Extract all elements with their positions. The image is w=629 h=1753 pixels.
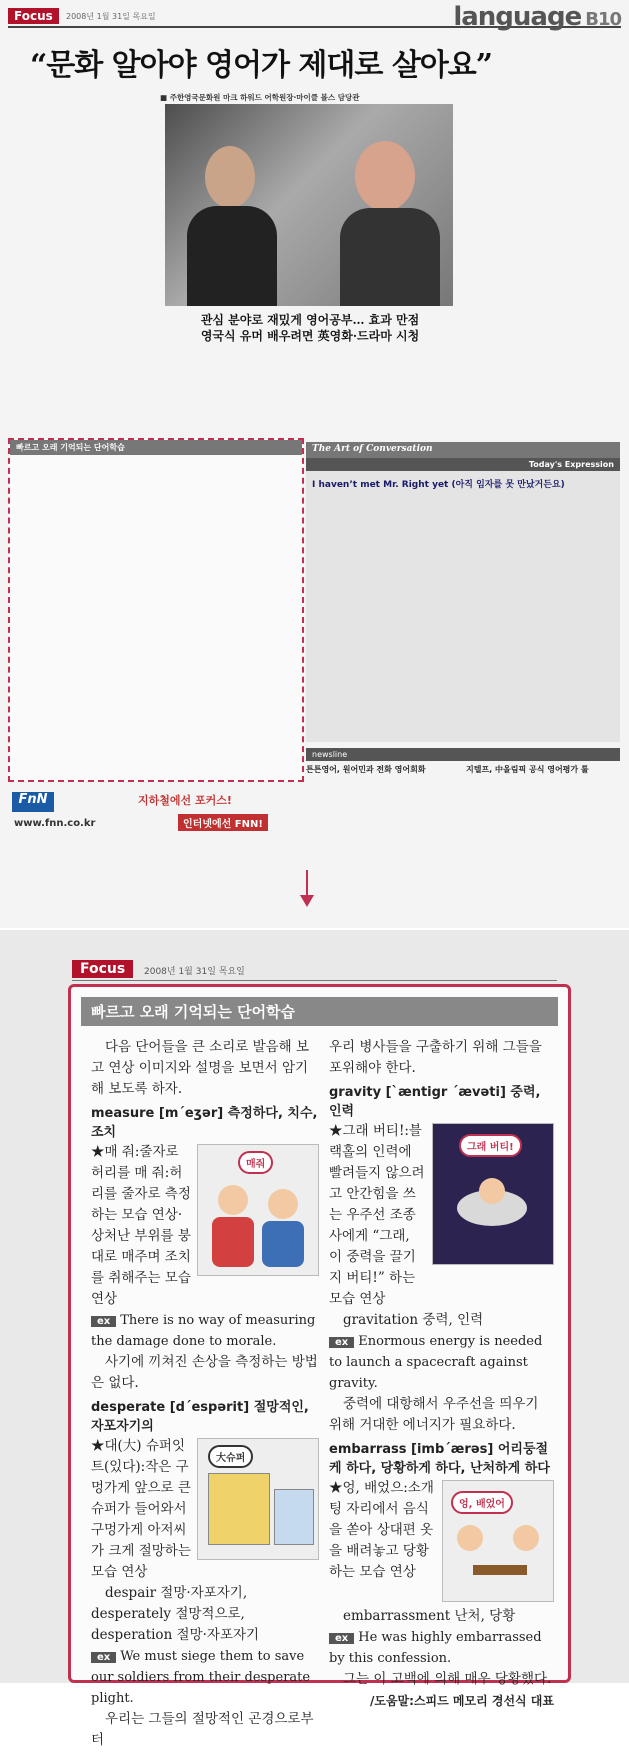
bubble-gravity: 그래 버티! <box>459 1134 522 1157</box>
desperate-illustration <box>197 1438 319 1560</box>
desperate-example-ko-cont: 우리 병사들을 구출하기 위해 그들을 포위해야 한다. <box>329 1039 542 1076</box>
measure-example-ko: 사기에 끼쳐진 손상을 측정하는 방법은 없다. <box>91 1354 318 1391</box>
word-desperate-desc: ★대(大) 슈퍼잇 트(있다):작은 구멍가게 앞으로 큰 슈퍼가 들어와서 구멍가게 아저씨가 크게 절망하는 모습 연상 <box>91 1438 191 1580</box>
word-embarrass-head: embarrass [imbˊærəs] 어리둥절케 하다, 당황하게 하다, 난처하게 하다 <box>329 1442 550 1476</box>
word-desperate-example <box>91 1646 319 1709</box>
art-subtitle: Today's Expression <box>306 458 620 471</box>
zoom-date: 2008년 1월 31일 목요일 <box>144 967 245 977</box>
ex-label: ex <box>329 1633 354 1644</box>
small-vocab-title: 빠르고 오래 기억되는 단어학습 <box>10 440 302 455</box>
fnn-slogan-1: 지하철에선 포커스! <box>138 794 232 807</box>
fnn-url[interactable]: www.fnn.co.kr <box>14 818 96 829</box>
word-measure-head: measure [mˊeʒər] 측정하다, 치수, 조치 <box>91 1106 318 1140</box>
person-left <box>205 146 255 208</box>
zoom-arrow-icon <box>300 895 314 907</box>
fnn-ad[interactable] <box>8 790 300 834</box>
art-title: The Art of Conversation <box>306 442 620 458</box>
woman-head <box>513 1525 539 1551</box>
left-column-text <box>8 92 158 432</box>
intro-text: 다음 단어들을 큰 소리로 발음해 보고 연상 이미지와 설명을 보면서 암기해 보도록 하자. <box>91 1039 310 1097</box>
desperate-example-en: We must siege them to save our soldiers from their desperate plight. <box>91 1649 311 1706</box>
art-question: I haven’t met Mr. Right yet (아직 임자를 못 만났거든요) <box>312 480 565 490</box>
fnn-slogan-2: 인터넷에선 FNN! <box>178 814 268 831</box>
section-title <box>453 2 621 32</box>
bubble-measure: 매줘 <box>238 1151 273 1174</box>
figure-body-1 <box>212 1217 254 1267</box>
zoom-vocab-title: 빠르고 오래 기억되는 단어학습 <box>81 997 558 1026</box>
source-credit: /도움말:스피드 메모리 경선식 대표 <box>369 1694 554 1708</box>
figure-head-2 <box>268 1189 298 1219</box>
headline: “문화 알아야 영어가 제대로 살아요” <box>30 48 493 83</box>
zoom-left-column <box>91 1037 319 1753</box>
word-gravity-note: gravitation 중력, 인력 <box>343 1312 484 1328</box>
zoom-focus-logo: Focus <box>72 960 133 978</box>
small-shop <box>274 1489 314 1545</box>
newsline <box>306 748 620 864</box>
man-head <box>457 1525 483 1551</box>
word-gravity-desc: ★그래 버티!:블랙홀의 인력에 빨려들지 않으려고 안간힘을 쓰는 우주선 조종사에게 “그래, 이 중력을 끌기지 버티!” 하는 모습 연상 <box>329 1123 425 1307</box>
measure-example-en: There is no way of measuring the damage done to morale. <box>91 1313 316 1349</box>
mart-building <box>208 1473 270 1545</box>
word-embarrass-example <box>329 1627 554 1669</box>
table <box>473 1565 527 1575</box>
page-header <box>8 2 621 32</box>
embarrass-example-ko: 그는 이 고백에 의해 매우 당황했다. <box>343 1671 552 1687</box>
word-measure-desc: ★매 줘:줄자로 허리를 매 줘:허리를 줄자로 측정하는 모습 연상·상처난 부위를 붕대로 매주며 조치를 취해주는 모습 연상 <box>91 1144 191 1307</box>
newsline-headline-1: 튼튼영어, 원어민과 전화 영어회화 <box>306 765 426 774</box>
pilot-head <box>479 1178 505 1204</box>
bubble-embarrass: 엉, 배었어 <box>451 1491 513 1514</box>
page-number: B10 <box>585 9 621 30</box>
newsline-headline-2: 지텔프, 中올림픽 공식 영어평가 툴 <box>466 765 589 774</box>
figure-body-2 <box>262 1221 304 1267</box>
subheadline <box>165 312 455 344</box>
zoom-vocab-box <box>68 984 571 1748</box>
page-date: 2008년 1월 31일 목요일 <box>66 12 156 21</box>
word-desperate-head: desperate [dˊespərit] 절망적인, 자포자기의 <box>91 1400 309 1434</box>
subheadline-1: 관심 분야로 재밌게 영어공부… 효과 만점 <box>200 313 420 327</box>
ex-label: ex <box>91 1652 116 1663</box>
art-of-conversation <box>306 442 620 742</box>
zoom-right-column <box>329 1037 554 1709</box>
middle-column-text <box>165 350 620 432</box>
bubble-super: 大슈퍼 <box>208 1445 253 1468</box>
section-name: language <box>453 2 582 32</box>
word-gravity-example <box>329 1331 554 1394</box>
photo-caption: ■ 주한영국문화원 마크 하워드 어학원장·마이클 볼스 담당관 <box>160 92 460 104</box>
zoom-arrow-line <box>306 870 308 896</box>
gravity-example-ko: 중력에 대항해서 우주선을 띄우기 위해 거대한 에너지가 필요하다. <box>329 1396 539 1433</box>
word-embarrass-note: embarrassment 난처, 당황 <box>343 1608 516 1624</box>
measure-illustration <box>197 1144 319 1276</box>
small-vocab-box <box>8 438 304 782</box>
gravity-example-en: Enormous energy is needed to launch a spacecraft against gravity. <box>329 1334 543 1391</box>
person-left-body <box>187 206 277 306</box>
figure-head-1 <box>218 1185 248 1215</box>
focus-logo: Focus <box>8 8 59 24</box>
fnn-logo: FnN <box>12 792 54 812</box>
zoom-header <box>72 960 557 981</box>
newsline-label: newsline <box>306 748 620 761</box>
word-measure-example <box>91 1310 319 1352</box>
person-right-body <box>340 208 440 306</box>
subheadline-2: 영국식 유머 배우려면 英영화·드라마 시청 <box>200 329 420 343</box>
desperate-example-ko: 우리는 그들의 절망적인 곤경으로부터 <box>91 1711 314 1748</box>
ex-label: ex <box>329 1337 354 1348</box>
word-desperate-note: despair 절망·자포자기, desperately 절망적으로, desperation 절망·자포자기 <box>91 1585 260 1643</box>
word-embarrass-desc: ★엉, 배었으:소개팅 자리에서 음식을 쏟아 상대편 옷을 배려놓고 당황하는 모습 연상 <box>329 1480 434 1580</box>
embarrass-illustration <box>442 1480 554 1602</box>
ex-label: ex <box>91 1316 116 1327</box>
person-right <box>355 141 415 211</box>
interview-photo <box>165 96 453 306</box>
embarrass-example-en: He was highly embarrassed by this confession. <box>329 1630 542 1666</box>
word-gravity-head: gravity [ˋæntigr ˊævəti] 중력, 인력 <box>329 1085 541 1119</box>
gravity-illustration <box>432 1123 554 1265</box>
